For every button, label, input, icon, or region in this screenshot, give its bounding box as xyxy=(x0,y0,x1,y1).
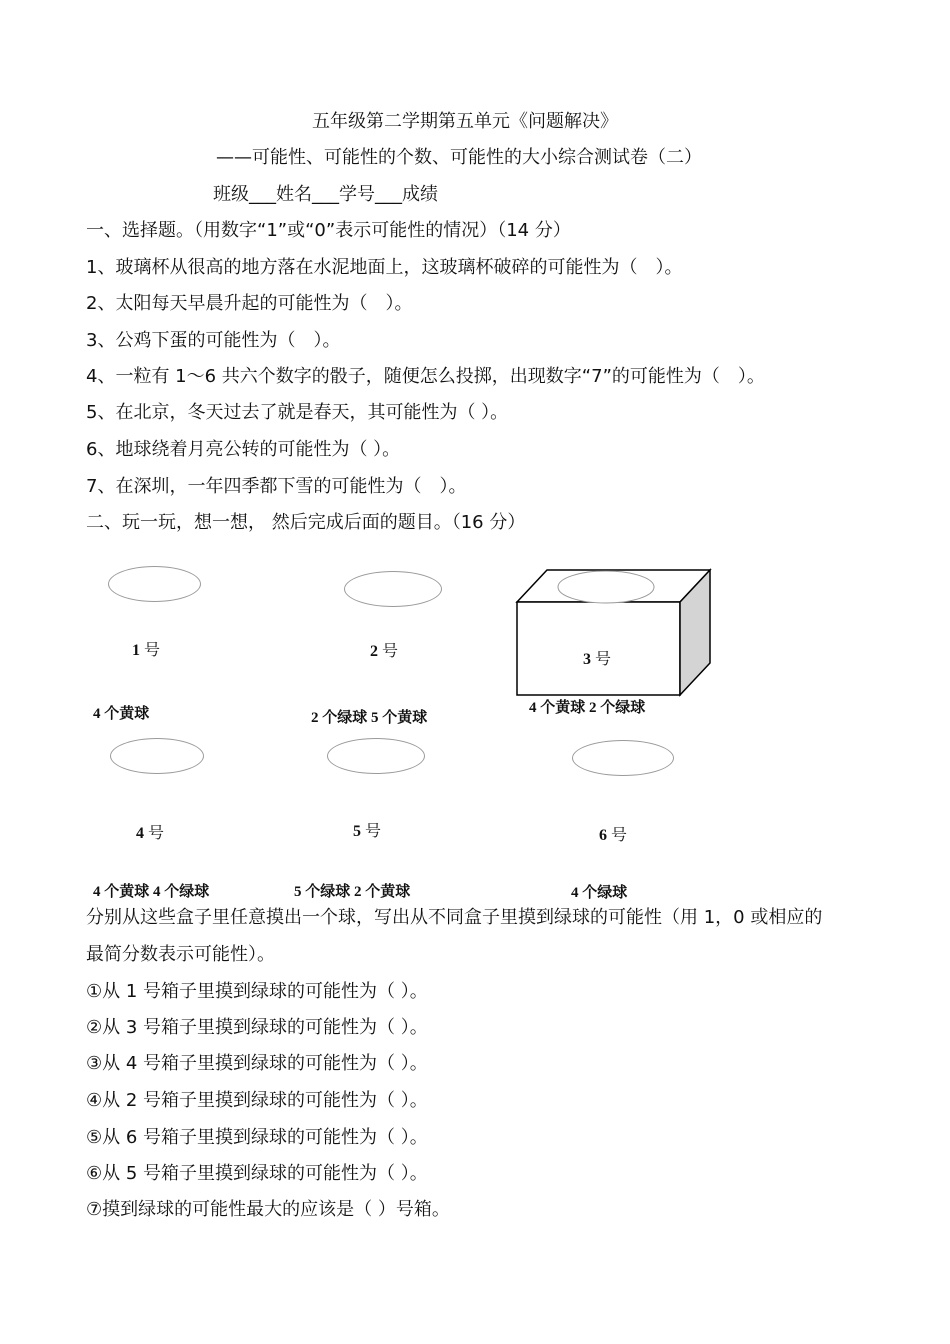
question-2: 2、太阳每天早晨升起的可能性为（ ）。 xyxy=(86,293,413,314)
box-3-opening xyxy=(558,571,654,603)
box-5-contents: 5 个绿球 2 个黄球 xyxy=(294,884,411,900)
box-5-label: 5 号 xyxy=(353,823,382,840)
box-4-contents: 4 个黄球 4 个绿球 xyxy=(93,884,210,900)
student-info-line: 班级___姓名___学号___成绩 xyxy=(213,184,438,205)
box-4-opening xyxy=(110,738,204,774)
sub-question-3: ③从 4 号箱子里摸到绿球的可能性为（ ）。 xyxy=(86,1053,428,1074)
box-6-opening xyxy=(572,740,674,776)
box-2-contents: 2 个绿球 5 个黄球 xyxy=(311,710,428,726)
question-5: 5、在北京，冬天过去了就是春天，其可能性为（ ）。 xyxy=(86,402,509,423)
sub-question-2: ②从 3 号箱子里摸到绿球的可能性为（ ）。 xyxy=(86,1017,428,1038)
instruction-line-2: 最简分数表示可能性）。 xyxy=(86,944,275,965)
section-2-heading: 二、玩一玩，想一想， 然后完成后面的题目。（16 分） xyxy=(86,512,526,533)
box-1-label: 1 号 xyxy=(132,642,161,659)
box-5-opening xyxy=(327,738,425,774)
question-1: 1、玻璃杯从很高的地方落在水泥地面上，这玻璃杯破碎的可能性为（ ）。 xyxy=(86,257,683,278)
question-7: 7、在深圳，一年四季都下雪的可能性为（ ）。 xyxy=(86,476,467,497)
question-3: 3、公鸡下蛋的可能性为（ ）。 xyxy=(86,330,341,351)
question-4: 4、一粒有 1～6 共六个数字的骰子，随便怎么投掷，出现数字“7”的可能性为（ ）。 xyxy=(86,366,765,387)
box-3-contents: 4 个黄球 2 个绿球 xyxy=(529,700,646,716)
sub-question-4: ④从 2 号箱子里摸到绿球的可能性为（ ）。 xyxy=(86,1090,428,1111)
page-subtitle: ——可能性、可能性的个数、可能性的大小综合测试卷（二） xyxy=(216,147,702,168)
box-3-label: 3 号 xyxy=(583,651,612,668)
box-6-label: 6 号 xyxy=(599,827,628,844)
sub-question-7: ⑦摸到绿球的可能性最大的应该是（ ）号箱。 xyxy=(86,1199,450,1220)
page-title: 五年级第二学期第五单元《问题解决》 xyxy=(312,111,618,132)
section-1-heading: 一、选择题。（用数字“1”或“0”表示可能性的情况）（14 分） xyxy=(86,220,571,241)
box-6-contents: 4 个绿球 xyxy=(571,885,628,901)
box-4-label: 4 号 xyxy=(136,825,165,842)
sub-question-5: ⑤从 6 号箱子里摸到绿球的可能性为（ ）。 xyxy=(86,1127,428,1148)
box-2-label: 2 号 xyxy=(370,643,399,660)
box-1-opening xyxy=(108,566,201,602)
box-3-cuboid xyxy=(510,565,715,700)
sub-question-1: ①从 1 号箱子里摸到绿球的可能性为（ ）。 xyxy=(86,981,428,1002)
question-6: 6、地球绕着月亮公转的可能性为（ ）。 xyxy=(86,439,401,460)
box-2-opening xyxy=(344,571,442,607)
instruction-line-1: 分别从这些盒子里任意摸出一个球，写出从不同盒子里摸到绿球的可能性（用 1，0 或相应的 xyxy=(86,907,823,928)
box-1-contents: 4 个黄球 xyxy=(93,706,150,722)
sub-question-6: ⑥从 5 号箱子里摸到绿球的可能性为（ ）。 xyxy=(86,1163,428,1184)
